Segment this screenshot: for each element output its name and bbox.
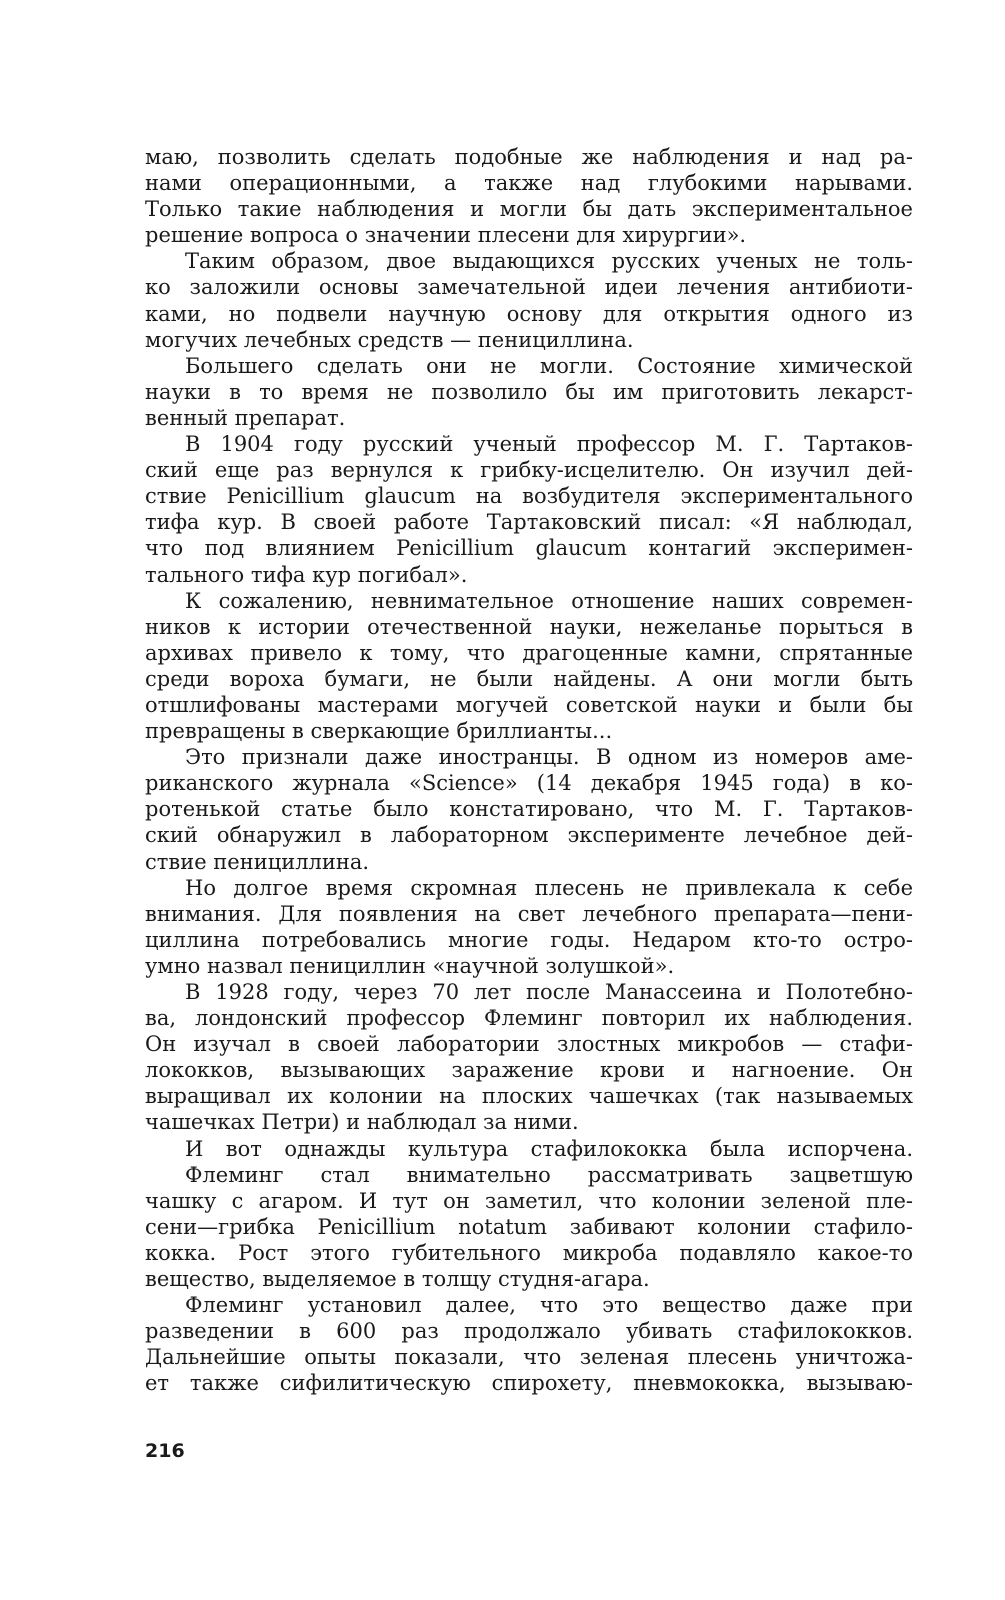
- text-line: ский обнаружил в лабораторном эксперименте лечебное дей-: [145, 823, 913, 848]
- text-line: И вот однажды культура стафилококка была испорчена.: [185, 1136, 913, 1161]
- text-line: маю, позволить сделать подобные же наблюдения и над ра-: [145, 145, 913, 169]
- text-line: чашечках Петри) и наблюдал за ними.: [145, 1110, 579, 1135]
- text-line: внимания. Для появления на свет лечебного препарата—пени-: [145, 901, 913, 926]
- text-line: нами операционными, а также над глубокими нарывами.: [145, 171, 913, 196]
- text-line: лококков, вызывающих заражение крови и нагноение. Он: [145, 1058, 913, 1083]
- text-line: ками, но подвели научную основу для открытия одного из: [145, 301, 913, 326]
- text-line: Но долгое время скромная плесень не привлекала к себе: [185, 875, 913, 900]
- text-line: могучих лечебных средств — пенициллина.: [145, 327, 634, 352]
- text-line: ствие пенициллина.: [145, 849, 370, 874]
- text-line: архивах привело к тому, что драгоценные камни, спрятанные: [145, 640, 913, 665]
- text-line: В 1928 году, через 70 лет после Манассеина и Полотебно-: [185, 980, 913, 1004]
- text-line: Таким образом, двое выдающихся русских ученых не толь-: [185, 249, 913, 274]
- text-line: среди вороха бумаги, не были найдены. А они могли быть: [145, 666, 913, 691]
- text-line: Флеминг стал внимательно рассматривать зацветшую: [185, 1162, 913, 1187]
- text-line: тального тифа кур погибал».: [145, 562, 468, 587]
- text-line: Большего сделать они не могли. Состояние химической: [185, 353, 913, 378]
- text-line: венный препарат.: [145, 405, 346, 430]
- text-line: чашку с агаром. И тут он заметил, что колонии зеленой пле-: [145, 1188, 913, 1213]
- text-line: тифа кур. В своей работе Тартаковский писал: «Я наблюдал,: [145, 510, 913, 535]
- text-line: ников к истории отечественной науки, нежеланье порыться в: [145, 614, 913, 639]
- text-line: циллина потребовались многие годы. Недаром кто-то остро-: [145, 927, 913, 952]
- text-line: кокка. Рост этого губительного микроба подавляло какое-то: [145, 1240, 913, 1265]
- text-line: Это признали даже иностранцы. В одном из номеров аме-: [185, 745, 913, 770]
- text-line: В 1904 году русский ученый профессор М. Г. Тартаков-: [185, 432, 913, 457]
- text-line: науки в то время не позволило бы им приготовить лекарст-: [145, 379, 913, 404]
- text-line: выращивал их колонии на плоских чашечках (так называемых: [145, 1084, 913, 1109]
- text-line: Только такие наблюдения и могли бы дать экспериментальное: [145, 197, 913, 222]
- page-number: 216: [145, 1440, 185, 1462]
- text-line: Дальнейшие опыты показали, что зеленая плесень уничтожа-: [145, 1345, 913, 1370]
- text-line: ствие Penicillium glaucum на возбудителя экспериментального: [145, 484, 913, 509]
- text-line: превращены в сверкающие бриллианты...: [145, 719, 613, 744]
- text-line: ва, лондонский профессор Флеминг повторил их наблюдения.: [145, 1006, 913, 1031]
- text-line: ет также сифилитическую спирохету, пневмококка, вызываю-: [145, 1371, 913, 1396]
- text-line: вещество, выделяемое в толщу студня-агара.: [145, 1267, 650, 1292]
- text-line: ротенькой статье было констатировано, что М. Г. Тартаков-: [145, 797, 913, 822]
- text-line: Он изучал в своей лаборатории злостных микробов — стафи-: [145, 1032, 913, 1057]
- text-line: риканского журнала «Science» (14 декабря 1945 года) в ко-: [145, 771, 913, 796]
- text-line: сени—грибка Penicillium notatum забивают колонии стафило-: [145, 1214, 913, 1239]
- body-text: [145, 144, 913, 1397]
- text-line: что под влиянием Penicillium glaucum контагий эксперимен-: [145, 536, 913, 561]
- text-line: ко заложили основы замечательной идеи лечения антибиоти-: [145, 275, 913, 300]
- text-line: отшлифованы мастерами могучей советской науки и были бы: [145, 692, 913, 717]
- text-line: К сожалению, невнимательное отношение наших современ-: [185, 588, 913, 613]
- text-line: Флеминг установил далее, что это вещество даже при: [185, 1293, 913, 1318]
- text-line: ский еще раз вернулся к грибку-исцелителю. Он изучил дей-: [145, 458, 913, 483]
- text-line: разведении в 600 раз продолжало убивать стафилококков.: [145, 1319, 913, 1344]
- text-line: умно назвал пенициллин «научной золушкой».: [145, 953, 675, 978]
- text-line: решение вопроса о значении плесени для хирургии».: [145, 223, 747, 248]
